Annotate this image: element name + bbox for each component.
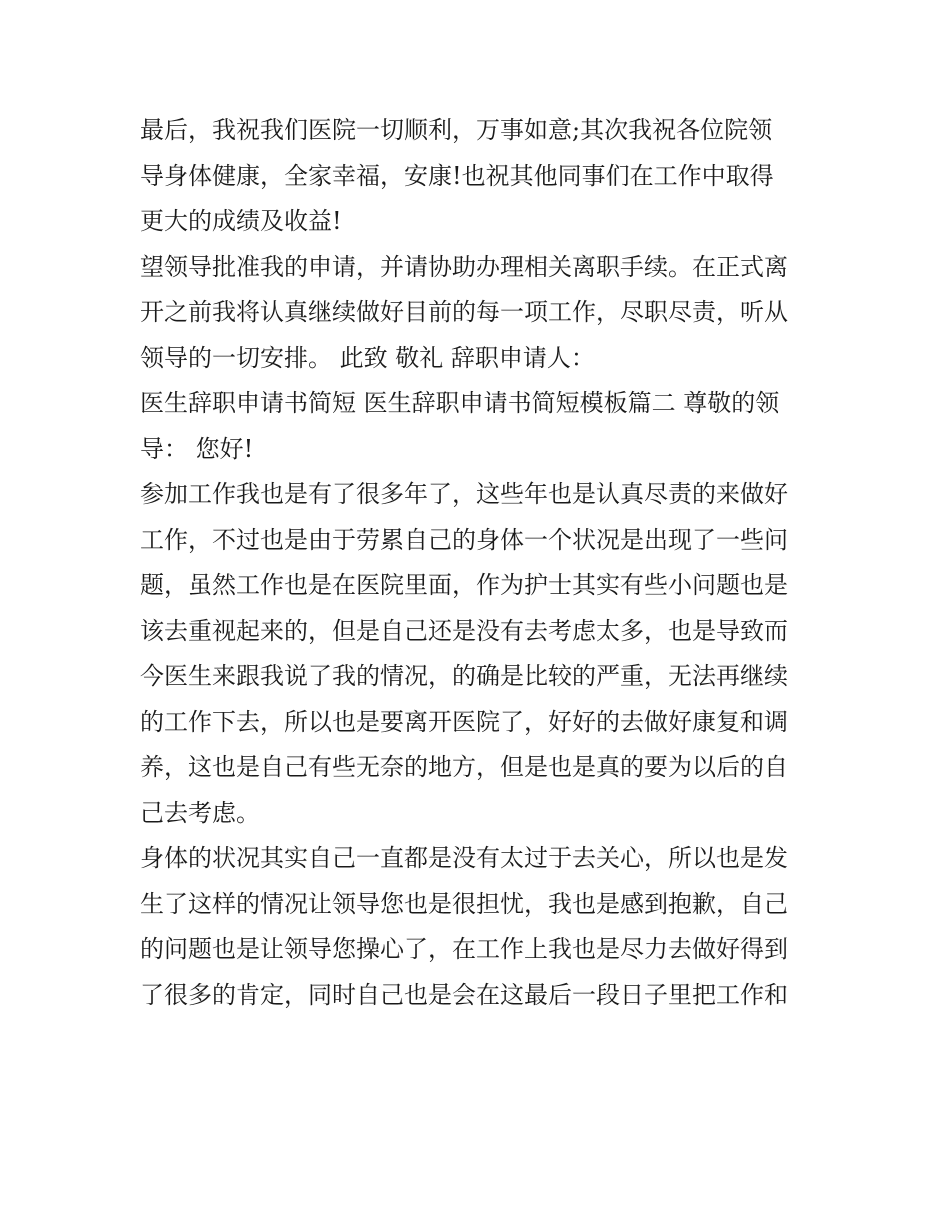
text-line: 导身体健康，全家幸福，安康!也祝其他同事们在工作中取得 <box>140 161 774 190</box>
text-line: 开之前我将认真继续做好目前的每一项工作，尽职尽责，听从 <box>140 298 788 326</box>
text-line: 工作，不过也是由于劳累自己的身体一个状况是出现了一些问 <box>140 525 788 554</box>
text-line: 最后，我祝我们医院一切顺利，万事如意;其次我祝各位院领 <box>140 116 773 144</box>
text-line: 今医生来跟我说了我的情况，的确是比较的严重，无法再继续 <box>140 662 788 690</box>
text-line: 了很多的肯定，同时自己也是会在这最后一段日子里把工作和 <box>140 980 788 1009</box>
text-line: 导： 您好! <box>140 434 254 463</box>
text-line: 望领导批准我的申请，并请协助办理相关离职手续。在正式离 <box>140 252 788 281</box>
text-line: 医生辞职申请书简短 医生辞职申请书简短模板篇二 尊敬的领 <box>140 389 780 417</box>
text-line: 的问题也是让领导您操心了，在工作上我也是尽力去做好得到 <box>140 935 788 963</box>
text-line: 更大的成绩及收益! <box>140 207 342 235</box>
text-line: 题，虽然工作也是在医院里面，作为护士其实有些小问题也是 <box>140 571 788 599</box>
text-line: 养，这也是自己有些无奈的地方，但是也是真的要为以后的自 <box>140 753 788 781</box>
text-line: 参加工作我也是有了很多年了，这些年也是认真尽责的来做好 <box>140 480 788 508</box>
text-line: 该去重视起来的，但是自己还是没有去考虑太多，也是导致而 <box>140 616 788 645</box>
text-line: 己去考虑。 <box>140 798 260 827</box>
text-line: 领导的一切安排。 此致 敬礼 辞职申请人： <box>140 343 595 372</box>
text-line: 生了这样的情况让领导您也是很担忧，我也是感到抱歉，自己 <box>140 889 788 918</box>
text-line: 的工作下去，所以也是要离开医院了，好好的去做好康复和调 <box>140 707 788 736</box>
document-body <box>140 108 820 1018</box>
text-line: 身体的状况其实自己一直都是没有太过于去关心，所以也是发 <box>140 844 788 872</box>
